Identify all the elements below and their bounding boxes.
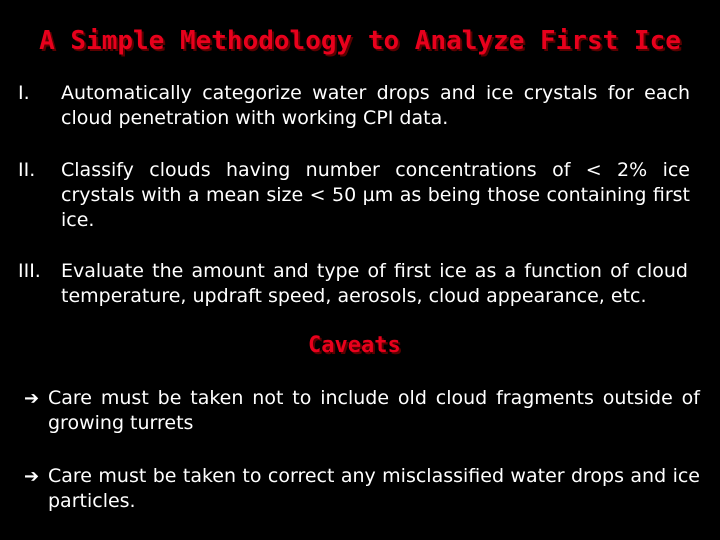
- step-text: Automatically categorize water drops and ice crystals for each cloud penetration with working CPI data.: [61, 82, 690, 129]
- caveat-item-2: [24, 464, 700, 514]
- caveat-text: Care must be taken to correct any misclassified water drops and ice particles.: [48, 465, 700, 512]
- step-text: Evaluate the amount and type of first ice as a function of cloud temperature, updraft speed, aerosols, cloud appearance, etc.: [61, 260, 688, 307]
- caveats-heading: Caveats: [308, 333, 401, 358]
- methodology-step-1: [18, 81, 690, 131]
- methodology-step-3: [18, 259, 688, 309]
- methodology-step-2: [18, 158, 690, 233]
- step-number: II.: [18, 159, 36, 181]
- arrow-right-icon: ➔: [24, 388, 40, 409]
- step-number: I.: [18, 82, 30, 104]
- step-number: III.: [18, 260, 41, 282]
- caveat-text: Care must be taken not to include old cloud fragments outside of growing turrets: [48, 387, 700, 434]
- step-text: Classify clouds having number concentrations of < 2% ice crystals with a mean size < 50 µm as being those containing first ice.: [61, 159, 690, 231]
- arrow-right-icon: ➔: [24, 466, 40, 487]
- caveat-item-1: [24, 386, 700, 436]
- slide-title: A Simple Methodology to Analyze First Ice: [39, 26, 681, 56]
